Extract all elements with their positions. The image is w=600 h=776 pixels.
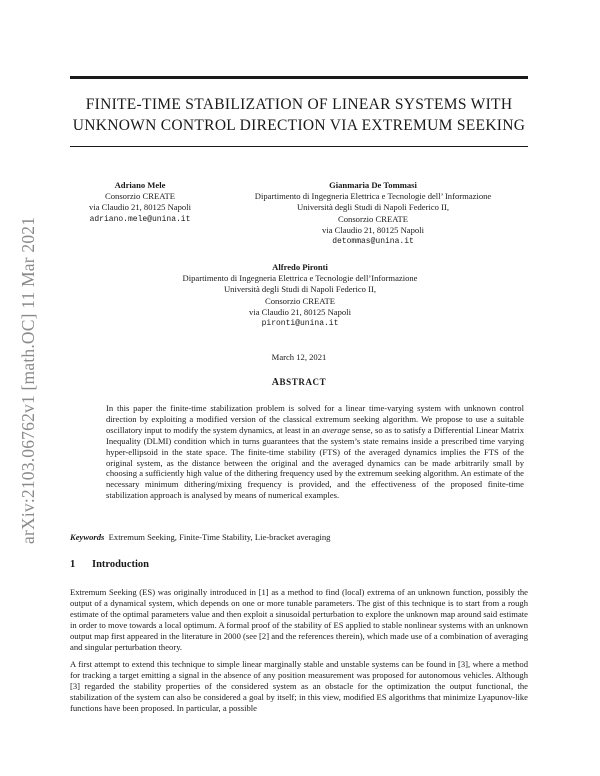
abstract-heading: ABSTRACT xyxy=(271,377,327,388)
author-name: Alfredo Pironti xyxy=(272,262,328,272)
abstract-body: In this paper the finite-time stabilization problem is solved for a linear time-varying system with unknown control direction by exploiting a modified version of the classical extremum seeking algorithm. We propose to use a suitable oscillatory input to modify the system dynamics, at least in an average sense, so as to satisfy a Differential Linear Matrix Inequality (DLMI) condition which in turns guarantees that the system’s state remains inside a prescribed time varying hyper-ellipsoid in the state space. The finite-time stability (FTS) of the averaged dynamics implies the FTS of the original system, as the distance between the original and the averaged dynamics can be made arbitrarily small by choosing a sufficiently high value of the dithering frequency used by the extremum seeking algorithm. An estimate of the necessary minimum dithering/mixing frequency is provided, and the effectiveness of the proposed finite-time stabilization approach is analysed by means of numerical examples. xyxy=(106,403,524,501)
author-affiliation: Consorzio CREATE xyxy=(338,213,408,224)
author-department: Dipartimento di Ingegneria Elettrica e Tecnologie dell’ Informazione xyxy=(254,191,492,202)
author-address: via Claudio 21, 80125 Napoli xyxy=(322,224,424,235)
author-address: via Claudio 21, 80125 Napoli xyxy=(249,306,351,317)
author-block-1 xyxy=(80,180,200,225)
paper-date: March 12, 2021 xyxy=(271,352,327,362)
author-affiliation: Consorzio CREATE xyxy=(105,191,175,202)
author-department: Dipartimento di Ingegneria Elettrica e Tecnologie dell’Informazione xyxy=(182,273,418,284)
author-university: Università degli Studi di Napoli Federico II, xyxy=(296,202,450,213)
author-name: Adriano Mele xyxy=(114,180,166,190)
author-university: Università degli Studi di Napoli Federico II, xyxy=(223,284,377,295)
keywords xyxy=(70,532,528,543)
author-email[interactable]: adriano.mele@unina.it xyxy=(89,214,191,224)
section-number: 1 xyxy=(70,559,76,570)
paragraph: A first attempt to extend this technique to simple linear marginally stable and unstable systems can be found in [3], where a method for tracking a target emitting a signal in the absence of any position measurement was proposed for autonomous vehicles. Although [3] regarded the stability properties of the considered system as an obstacle for the optimization the output functional, the stabilization of the system can also be considered a goal by itself; in this view, modified ES algorithms that minimize Lyapunov-like functions have been proposed. In particular, a possible xyxy=(70,659,528,713)
author-email[interactable]: pironti@unina.it xyxy=(261,319,339,329)
title-bottom-rule xyxy=(70,146,528,147)
author-email[interactable]: detommas@unina.it xyxy=(332,237,414,247)
author-address: via Claudio 21, 80125 Napoli xyxy=(89,202,191,213)
title-top-rule xyxy=(70,76,528,79)
title-line-1: FINITE-TIME STABILIZATION OF LINEAR SYSTEMS WITH xyxy=(85,96,513,113)
abstract-emphasis: average xyxy=(322,424,350,435)
keywords-label: Keywords xyxy=(70,532,105,542)
section-title: Introduction xyxy=(92,559,149,570)
paragraph: Extremum Seeking (ES) was originally introduced in [1] as a method to find (local) extrema of an unknown function, possibly the output of a dynamical system, which depends on one or more tunable parameters. The gist of this technique is to start from a rough estimate of the optimal parameters value and then exploit a sinusoidal perturbation to explore the unknown map around said estimate in order to move towards a local optimum. A formal proof of the stability of ES applied to stable nonlinear systems with an unknown output map first appeared in the literature in 2000 (see [2] and the references therein), which made use of a combination of averaging and singular perturbation theory. xyxy=(70,587,528,652)
keywords-text: Extremum Seeking, Finite-Time Stability, Lie-bracket averaging xyxy=(108,532,331,542)
arxiv-stamp: arXiv:2103.06762v1 [math.OC] 11 Mar 2021 xyxy=(18,216,38,544)
section-heading xyxy=(70,559,149,570)
author-affiliation: Consorzio CREATE xyxy=(265,295,335,306)
author-name: Gianmaria De Tommasi xyxy=(329,180,417,190)
author-block-3 xyxy=(150,262,450,329)
title-line-2: UNKNOWN CONTROL DIRECTION VIA EXTREMUM SEEKING xyxy=(72,117,526,134)
author-block-2 xyxy=(226,180,520,247)
paper-title xyxy=(70,94,528,136)
